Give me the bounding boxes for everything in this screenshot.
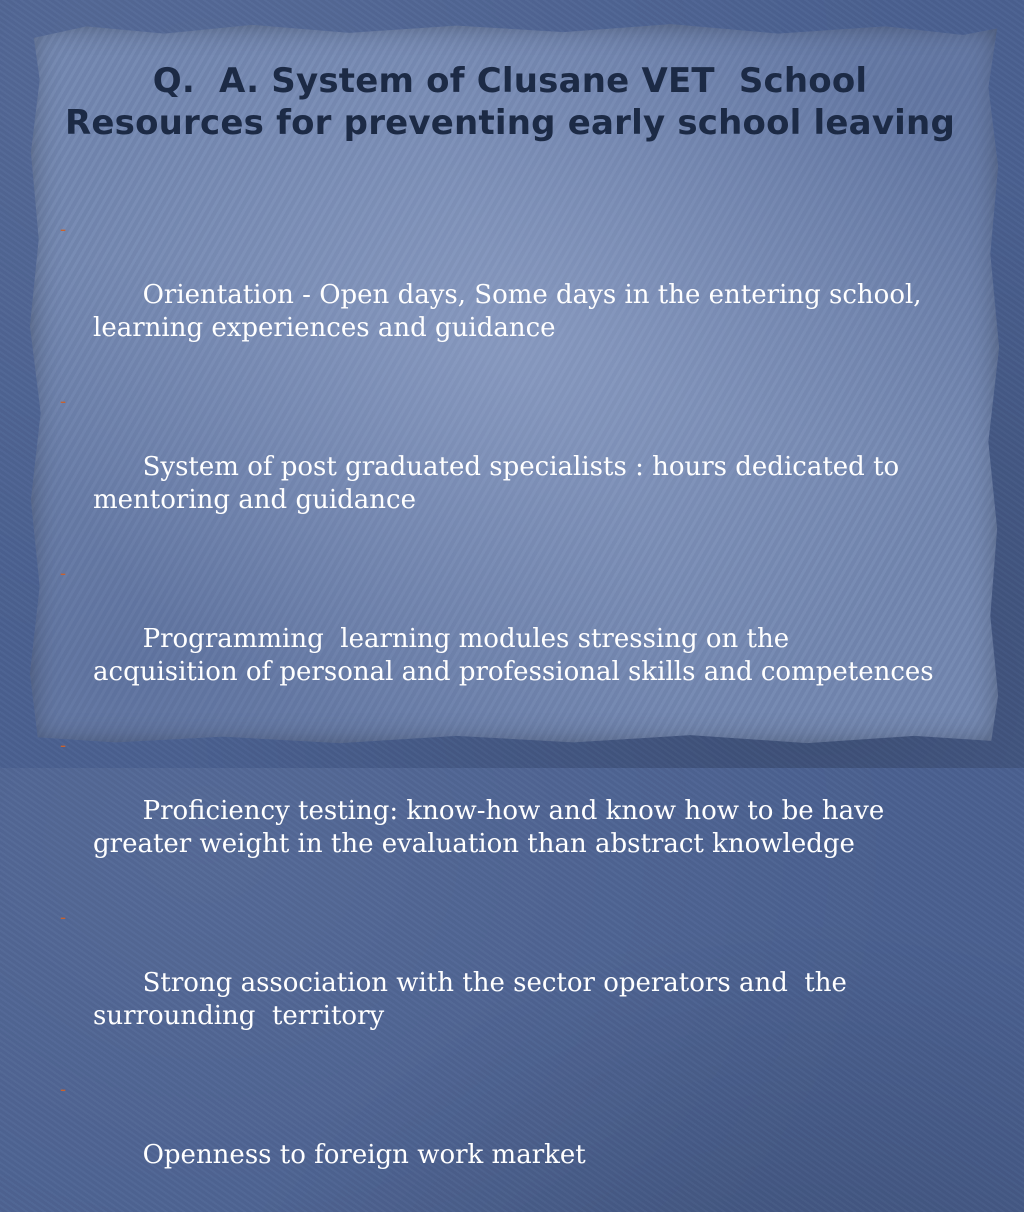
bullet-text: Orientation - Open days, Some days in the entering school, learning experiences and guidance <box>93 280 930 343</box>
bullet-item-programming <box>60 557 940 722</box>
bullet-marker: - <box>60 907 67 928</box>
bullet-marker: - <box>60 1079 67 1100</box>
bullet-item-orientation <box>60 213 940 378</box>
bullet-text: System of post graduated specialists : hours dedicated to mentoring and guidance <box>93 452 908 515</box>
bullet-text: Strong association with the sector operators and the surrounding territory <box>93 968 856 1031</box>
bullet-list <box>60 213 940 1212</box>
bullet-text: Openness to foreign work market <box>142 1140 586 1170</box>
bullet-item-openness <box>60 1073 940 1205</box>
bullet-marker: - <box>60 219 67 240</box>
bullet-text: Programming learning modules stressing on the acquisition of personal and professional skills and competences <box>93 624 934 687</box>
bullet-item-proficiency <box>60 729 940 894</box>
title-line-2: Resources for preventing early school leaving <box>65 103 955 143</box>
bullet-marker: - <box>60 735 67 756</box>
bullet-marker: - <box>60 391 67 412</box>
bullet-item-association <box>60 901 940 1066</box>
title-line-1: Q. A. System of Clusane VET School <box>152 61 868 101</box>
bullet-text: Proficiency testing: know-how and know how to be have greater weight in the evaluation than abstract knowledge <box>93 796 893 859</box>
slide-title <box>60 60 960 144</box>
bullet-item-specialists <box>60 385 940 550</box>
bullet-marker: - <box>60 563 67 584</box>
